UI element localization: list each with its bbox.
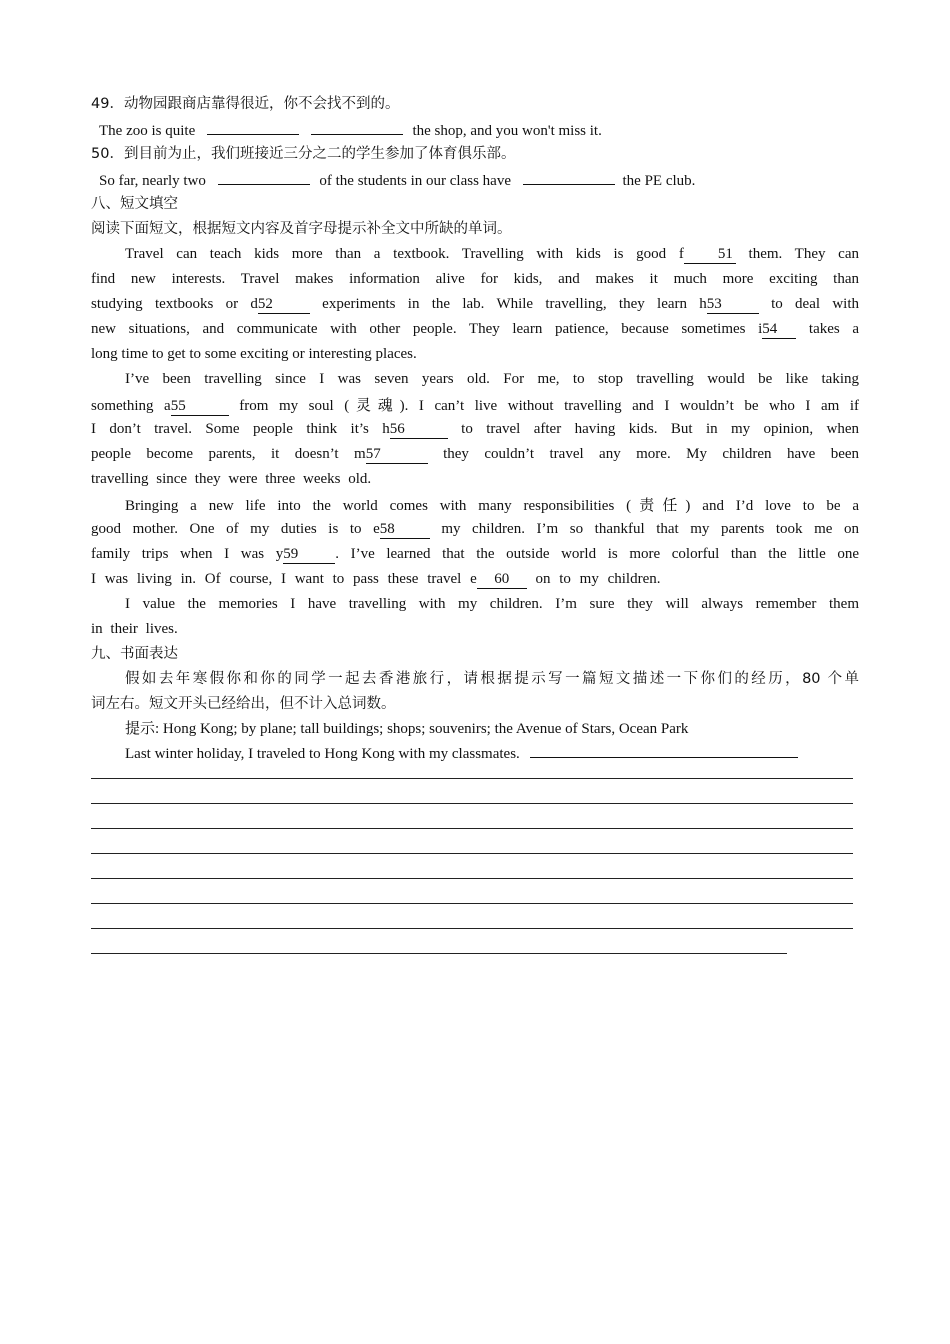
- p3-text: I was living in. Of course, I want to pass these travel e: [91, 571, 477, 587]
- passage-p1-line-3: [91, 292, 859, 317]
- passage-p4-line-1: I value the memories I have travelling with my children. I’m sure they will always remember them: [125, 596, 859, 612]
- p1-text: studying textbooks or d: [91, 296, 258, 312]
- q50-text-c: the PE club.: [622, 173, 696, 189]
- passage-p3-line-2: [91, 517, 859, 542]
- p3-text: my children. I’m so thankful that my parents took me on: [441, 521, 860, 537]
- q49-chinese: 49．动物园跟商店靠得很近，你不会找不到的。: [91, 96, 400, 112]
- writing-line[interactable]: [91, 803, 853, 804]
- p2-text: to travel after having kids. But in my opinion, when: [461, 421, 860, 437]
- passage-p2-line-5: travelling since they were three weeks old.: [91, 471, 372, 487]
- section-9-instruction-2: 词左右。短文开头已经给出，但不计入总词数。: [91, 696, 396, 712]
- passage-p2-line-1: I’ve been travelling since I was seven years old. For me, to stop travelling would be like taking: [125, 371, 859, 387]
- p3-text: good mother. One of my duties is to e: [91, 521, 380, 537]
- writing-line[interactable]: [91, 953, 787, 954]
- p2-text: they couldn’t travel any more. My children have been: [443, 446, 860, 462]
- writing-line[interactable]: [91, 878, 853, 879]
- passage-p3-line-4: [91, 567, 859, 592]
- p2-text: people become parents, it doesn’t m: [91, 446, 366, 462]
- blank-55[interactable]: 55: [171, 398, 229, 416]
- p1-text: experiments in the lab. While travelling, they learn h: [322, 296, 707, 312]
- blank-51[interactable]: 51: [684, 246, 736, 264]
- writing-area[interactable]: [91, 764, 859, 964]
- passage-p4-line-2: in their lives.: [91, 621, 178, 637]
- q50-text-a: So far, nearly two: [99, 173, 206, 189]
- section-9-hint: 提示: Hong Kong; by plane; tall buildings; shops; souvenirs; the Avenue of Stars, Ocean Park: [125, 721, 689, 737]
- p2-text: I don’t travel. Some people think it’s h: [91, 421, 390, 437]
- q49-blank-1[interactable]: [207, 117, 299, 135]
- passage-p2-line-4: [91, 442, 859, 467]
- opening-sentence: Last winter holiday, I traveled to Hong Kong with my classmates.: [125, 746, 520, 762]
- p3-text: family trips when I was y: [91, 546, 284, 562]
- writing-line[interactable]: [91, 778, 853, 779]
- p2-text: from my soul (灵魂). I can’t live without travelling and I wouldn’t be who I am if: [239, 398, 859, 414]
- q50-blank-1[interactable]: [218, 167, 310, 185]
- blank-60[interactable]: 60: [477, 571, 527, 589]
- blank-58[interactable]: 58: [380, 521, 430, 539]
- p1-text: takes a: [808, 321, 860, 337]
- passage-p1-line-4: [91, 317, 859, 342]
- blank-56[interactable]: 56: [390, 421, 448, 439]
- q49-text-b: the shop, and you won't miss it.: [412, 123, 602, 139]
- passage-p1-line-5: long time to get to some exciting or interesting places.: [91, 346, 417, 362]
- writing-line-0[interactable]: [530, 742, 798, 758]
- q50-text-b: of the students in our class have: [319, 173, 511, 189]
- writing-line[interactable]: [91, 903, 853, 904]
- p2-text: something a: [91, 398, 171, 414]
- passage-p3-line-3: [91, 542, 859, 567]
- writing-line[interactable]: [91, 828, 853, 829]
- passage-p2-line-3: [91, 417, 859, 442]
- blank-57[interactable]: 57: [366, 446, 428, 464]
- q49-blank-2[interactable]: [311, 117, 403, 135]
- q50-blank-2[interactable]: [523, 167, 615, 185]
- blank-52[interactable]: 52: [258, 296, 310, 314]
- p1-text: to deal with: [771, 296, 859, 312]
- passage-p1-line-2: find new interests. Travel makes information alive for kids, and makes it much more exciting than: [91, 271, 859, 287]
- section-9-opening: [91, 742, 859, 764]
- p1-text: new situations, and communicate with other people. They learn patience, because sometimes i: [91, 321, 763, 337]
- passage-p3-line-1: Bringing a new life into the world comes with many responsibilities (责任) and I’d love to be a: [125, 498, 859, 514]
- writing-line[interactable]: [91, 928, 853, 929]
- blank-59[interactable]: 59: [283, 546, 335, 564]
- blank-54[interactable]: 54: [762, 321, 796, 339]
- q50-chinese: 50．到目前为止，我们班接近三分之二的学生参加了体育俱乐部。: [91, 146, 516, 162]
- section-9-instruction-1: 假如去年寒假你和你的同学一起去香港旅行，请根据提示写一篇短文描述一下你们的经历，80 个单: [125, 671, 859, 687]
- q49-text-a: The zoo is quite: [99, 123, 196, 139]
- p3-text: . I’ve learned that the outside world is more colorful than the little one: [335, 546, 859, 562]
- q49-english: [91, 117, 859, 142]
- writing-line[interactable]: [91, 853, 853, 854]
- p1-text: Travel can teach kids more than a textbook. Travelling with kids is good f: [125, 246, 684, 262]
- p3-text: on to my children.: [535, 571, 661, 587]
- worksheet-page: [91, 92, 859, 964]
- section-8-instruction: 阅读下面短文，根据短文内容及首字母提示补全文中所缺的单词。: [91, 221, 512, 237]
- passage-p1-line-1: [91, 242, 859, 267]
- blank-53[interactable]: 53: [707, 296, 759, 314]
- section-8-title: 八、短文填空: [91, 196, 178, 212]
- p1-text: them. They can: [748, 246, 860, 262]
- q50-english: [91, 167, 859, 192]
- section-9-title: 九、书面表达: [91, 646, 178, 662]
- passage-p2-line-2: [91, 394, 859, 419]
